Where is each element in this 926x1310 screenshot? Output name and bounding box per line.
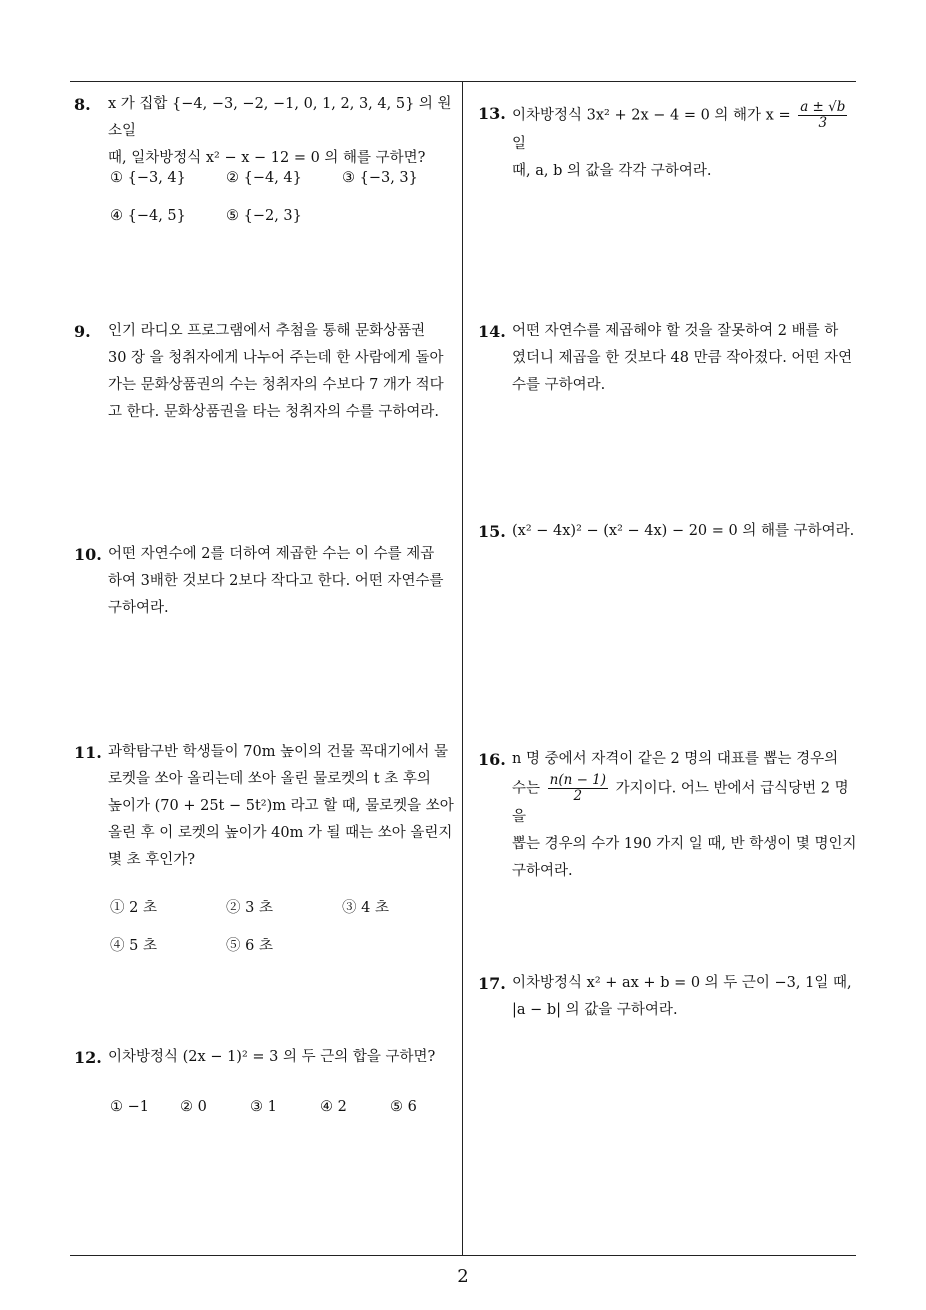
question-text-line: 몇 초 후인가? <box>108 852 196 868</box>
top-rule <box>70 81 856 82</box>
question-13 <box>478 100 862 185</box>
bottom-rule <box>70 1255 856 1256</box>
question-text-line: 때, 일차방정식 x² − x − 12 = 0 의 해를 구하면? <box>108 150 426 166</box>
question-text-line: 고 한다. 문화상품권을 타는 청취자의 수를 구하여라. <box>108 404 440 420</box>
option-4[interactable]: ④ 2 <box>320 1099 347 1115</box>
question-9 <box>74 318 458 426</box>
question-number: 16. <box>478 750 506 769</box>
question-text-line: 30 장 을 청취자에게 나누어 주는데 한 사람에게 돌아 <box>108 350 444 366</box>
question-number: 11. <box>74 743 102 762</box>
option-1[interactable]: ① {−3, 4} <box>110 170 186 186</box>
fraction-denominator: 2 <box>573 788 583 804</box>
option-3[interactable]: ③ {−3, 3} <box>342 170 418 186</box>
question-text: 가지이다. 어느 반에서 급식당번 2 명을 <box>512 780 849 825</box>
question-text-line <box>512 773 862 831</box>
question-text-line: 뽑는 경우의 수가 190 가지 일 때, 반 학생이 몇 명인지 <box>512 836 857 852</box>
question-11 <box>74 739 458 874</box>
question-15 <box>478 518 862 545</box>
option-2[interactable]: ② {−4, 4} <box>226 170 302 186</box>
question-text-line: 구하여라. <box>108 600 169 616</box>
option-1[interactable]: ① 2 초 <box>110 900 157 916</box>
option-5[interactable]: ⑤ {−2, 3} <box>226 208 302 224</box>
fraction-numerator: a ± √b <box>800 99 846 115</box>
option-4[interactable]: ④ {−4, 5} <box>110 208 186 224</box>
fraction-numerator: n(n − 1) <box>549 772 607 788</box>
question-text-line: 때, a, b 의 값을 각각 구하여라. <box>512 163 712 179</box>
question-text-line: 구하여라. <box>512 863 573 879</box>
question-text-line: 인기 라디오 프로그램에서 추첨을 통해 문화상품권 <box>108 323 426 339</box>
question-text-line: 이차방정식 (2x − 1)² = 3 의 두 근의 합을 구하면? <box>108 1049 436 1065</box>
question-number: 12. <box>74 1048 102 1067</box>
question-number: 8. <box>74 95 91 114</box>
question-text: 일 <box>512 136 527 152</box>
page-number: 2 <box>457 1266 469 1287</box>
question-16 <box>478 746 862 885</box>
question-text-line: 올린 후 이 로켓의 높이가 40m 가 될 때는 쏘아 올린지 <box>108 825 453 841</box>
fraction <box>548 773 608 804</box>
question-number: 13. <box>478 104 506 123</box>
question-text-line: 수를 구하여라. <box>512 377 606 393</box>
question-10 <box>74 541 458 622</box>
question-text-line: 하여 3배한 것보다 2보다 작다고 한다. 어떤 자연수를 <box>108 573 444 589</box>
question-text: 이차방정식 3x² + 2x − 4 = 0 의 해가 x = <box>512 107 791 124</box>
question-text-line: 높이가 (70 + 25t − 5t²)m 라고 할 때, 물로켓을 쏘아 <box>108 798 454 814</box>
question-text-line: n 명 중에서 자격이 같은 2 명의 대표를 뽑는 경우의 <box>512 751 839 767</box>
question-number: 17. <box>478 974 506 993</box>
question-text-line: 어떤 자연수를 제곱해야 할 것을 잘못하여 2 배를 하 <box>512 323 839 339</box>
question-number: 9. <box>74 322 91 341</box>
option-2[interactable]: ② 3 초 <box>226 900 273 916</box>
option-5[interactable]: ⑤ 6 <box>390 1099 417 1115</box>
question-12 <box>74 1044 458 1071</box>
question-text-line: (x² − 4x)² − (x² − 4x) − 20 = 0 의 해를 구하여라. <box>512 523 855 539</box>
question-text-line: |a − b| 의 값을 구하여라. <box>512 1002 678 1018</box>
question-text: 수는 <box>512 780 541 797</box>
question-text-line <box>512 100 862 158</box>
column-divider <box>462 81 463 1256</box>
option-5[interactable]: ⑤ 6 초 <box>226 938 273 954</box>
question-number: 10. <box>74 545 102 564</box>
question-number: 15. <box>478 522 506 541</box>
question-8 <box>74 91 458 172</box>
option-1[interactable]: ① −1 <box>110 1099 149 1115</box>
fraction-denominator: 3 <box>818 115 828 131</box>
question-number: 14. <box>478 322 506 341</box>
option-4[interactable]: ④ 5 초 <box>110 938 157 954</box>
question-text-line: 이차방정식 x² + ax + b = 0 의 두 근이 −3, 1일 때, <box>512 975 852 991</box>
option-3[interactable]: ③ 1 <box>250 1099 277 1115</box>
question-text-line: 어떤 자연수에 2를 더하여 제곱한 수는 이 수를 제곱 <box>108 546 435 562</box>
question-17 <box>478 970 862 1024</box>
fraction <box>798 100 847 131</box>
option-2[interactable]: ② 0 <box>180 1099 207 1115</box>
question-text-line: x 가 집합 {−4, −3, −2, −1, 0, 1, 2, 3, 4, 5} 의 원소일 <box>108 96 452 139</box>
question-text-line: 였더니 제곱을 한 것보다 48 만큼 작아졌다. 어떤 자연 <box>512 350 853 366</box>
question-text-line: 과학탐구반 학생들이 70m 높이의 건물 꼭대기에서 물 <box>108 744 448 760</box>
question-text-line: 가는 문화상품권의 수는 청취자의 수보다 7 개가 적다 <box>108 377 444 393</box>
option-3[interactable]: ③ 4 초 <box>342 900 389 916</box>
question-text-line: 로켓을 쏘아 올리는데 쏘아 올린 물로켓의 t 초 후의 <box>108 771 431 787</box>
question-14 <box>478 318 862 399</box>
